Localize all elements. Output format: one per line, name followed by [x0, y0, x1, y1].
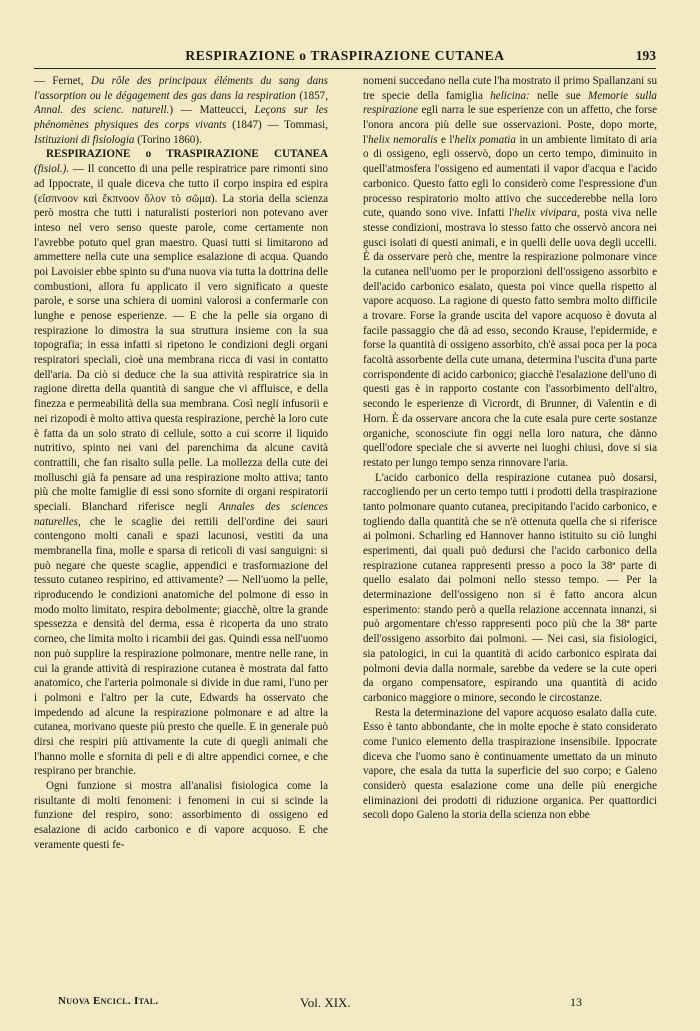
reference-text: (1847) — Tommasi,	[232, 119, 328, 132]
footer-signature: 13	[570, 995, 582, 1009]
left-column	[34, 74, 328, 989]
italic-term: helicina:	[490, 89, 530, 102]
header-rule	[34, 68, 656, 69]
footer-volume: Vol. XIX.	[300, 995, 351, 1010]
italic-title: Memorie sulla respirazione	[363, 89, 657, 117]
body-paragraph: L'acido carbonico della respirazione cutanea può dosarsi, raccogliendo per un certo tempo tutti i prodotti della traspirazione tanto polmonare quanto cutanea, precipitando l'acido carbonico, e togliendo dalla quantità che se n'è ottenuta quella che si riferisce ai polmoni. Scharling ed Hannover hanno istituito su ciò lunghi esperimenti, dai quali può dedursi che l'acido carbonico della respirazione cutanea rappresenti presso a poco la 38ª parte di quello esalato dai polmoni nello stesso tempo. — Per la determinazione dell'ossigeno non si è fatto ancora alcun esperimento: stando però a quella relazione accennata innanzi, si può argomentare ch'esso rappresenti poco più che la 38ª parte dell'ossigeno assorbito dai polmoni. — Nei casi, sia fisiologici, sia patologici, in cui la quantità di acido carbonico espirata dai polmoni devia dalla normale, sarebbe da vedere se la cute operi da organo compensatore, espirando una quantità di acido carbonico maggiore o minore, secondo le circostanze.	[363, 471, 657, 704]
running-header	[34, 48, 656, 68]
body-paragraph: Ogni funzione si mostra all'analisi fisiologica come la risultante di molti fenomeni: i fenomeni in cui si scinde la funzione del respiro, sono: assorbimento di ossigeno ed esalazione di acido carbonico e di vapore acquoso. E che veramente questi fe-	[34, 780, 328, 851]
footer-publication: Nuova Encicl. Ital.	[58, 995, 159, 1007]
body-text: in un ambiente limitato di aria o di ossigeno, egli osservò, dopo un certo tempo, diminuito in quell'atmosfera l'ossigeno ed aumentati il vapor d'acqua e l'acido carbonico. Questo fatto egli lo considerò come l'espressione d'un processo respiratorio molto attivo che succederebbe nella loro cute, quando sono vive. Infatti l'	[363, 133, 657, 220]
running-title: RESPIRAZIONE o TRASPIRAZIONE CUTANEA	[185, 48, 505, 63]
body-paragraph: Resta la determinazione del vapore acquoso esalato dalla cute. Esso è tanto abbondante, che in molte epoche è stato considerato come l'unico elemento della traspirazione insensibile. Ippocrate diceva che l'uomo sano è continuamente umettato da un minuto vapore, che esala da tutta la superficie del suo corpo; e Galeno considerò questa esalazione come una delle più energiche eliminazioni dei prodotti di riduzione organica. Per quattordici secoli dopo Galeno la storia della scienza non ebbe	[363, 706, 657, 822]
reference-text: — Fernet,	[34, 75, 84, 87]
italic-term: helix vivipara	[513, 207, 577, 220]
reference-title: Du rôle des principaux éléments du sang dans l'assorption ou le dégagement des gas dans la respiration	[34, 75, 328, 102]
reference-title: Istituzioni di fisiologia	[34, 133, 135, 146]
reference-journal: Annal. des scienc. naturell.	[34, 104, 170, 117]
italic-term: helix nemoralis	[368, 133, 438, 146]
entry-qualifier: (fisiol.).	[34, 163, 70, 176]
entry-paragraph	[34, 147, 328, 779]
journal-title: Annales des sciences naturelles	[34, 500, 328, 528]
references-paragraph	[34, 74, 328, 147]
reference-text: (1857,	[299, 89, 328, 102]
body-text: egli narra le sue esperienze con un affetto, che forse l'onora ancora più delle sue osservazioni. Poste, dopo morte, l'	[363, 104, 657, 146]
body-text: , che le scaglie dei rettili dell'ordine dei sauri contengono molti canali e spazi lacunosi, vestiti da una membranella fina, molle e sparsa di reticoli di vasi sanguigni: si può negare che queste scaglie, appendici e trasformazione del tessuto cutaneo respirino, ed attivamente? — Nell'uomo la pelle, riproducendo le condizioni anatomiche del polmone di esso in modo molto limitato, respira debolmente; giacchè, oltre la grande spessezza e densità del derma, essa è ricoperta da uno strato corneo, che limita molto i ricambii dei gas. Quindi essa nell'uomo non può supplire la respirazione polmonare, mentre nelle rane, in cui la grande attività di respirazione cutanea è mostrata dal fatto anatomico, che l'arteria polmonale si divide in due rami, l'uno per i polmoni e l'altro per la cute, Edwards ha osservato che impedendo ad alcune la respirazione polmonare e ad altre la cutanea, morivano queste più presto che quelle. E in generale può dirsi che respiri più attivamente la cute di quegli animali che l'hanno molle e sfornita di peli e di altre appendici cornee, e che respirano per branchie.	[34, 515, 328, 778]
body-text: e l'	[441, 133, 455, 146]
body-text: , posta viva nelle stesse condizioni, mostrava lo stesso fatto che osservò ancora nei gusci isolati di questi animali, e in quelli delle uova degli uccelli. È da osservare però che, mentre la respirazione polmonare vince la cutanea nell'uomo per le proporzioni dell'ossigeno assorbito e dell'acido carbonico esalato, questa poi vince quella rispetto al vapore acquoso. La ragione di questo fatto sembra molto difficile a trovare. Forse la grande uscita del vapore acquoso è dovuta al facile passaggio che dà ad esso, secondo Krause, l'epidermide, e forse la quantità di ossigeno assorbito, ch'è assai poca per la poca facoltà assorbente della cute umana, determina l'uscita d'una parte corrispondente di acido carbonico; giacchè l'esalazione dell'uno di questi gas è in rapporto costante con l'assorbimento dell'altro, secondo le esperienze di Vicrordt, di Brunner, di Valentin e di Horn. È da osservare ancora che la cute esala pure certe sostanze organiche, sconosciute fin oggi nella loro natura, che dànno quell'odore speciale che si avverte nei luoghi chiusi, dove si sia restato per lungo tempo senza rinnovare l'aria.	[363, 207, 657, 469]
entry-heading: RESPIRAZIONE o TRASPIRAZIONE CUTANEA	[46, 148, 328, 161]
page-number: 193	[635, 48, 656, 63]
page-footer	[34, 995, 656, 1011]
body-text: — Il concetto di una pelle respiratrice pare rimonti sino ad Ippocrate, il quale diceva che tutto il corpo inspira ed espira (εἴσπνοον καὶ ἔκπνοον ὅλον τὸ σῶμα). La storia della scienza però mostra che tutti i naturalisti posteriori non potevano aver inteso nel vero senso queste parole, come certamente non l'avrebbe potuto quel gran maestro. Quasi tutti si limitarono ad ammettere nella cute una semplice esalazione di acqua. Quando poi Lavoisier ebbe spinto su d'una nuova via tutta la dottrina delle combustioni, allora fu applicato il vero significato a queste parole, e sorse una schiera di uomini valorosi a confermarle con lunghe e penose esperienze. — E che la pelle sia organo di respirazione lo dimostra la sua struttura insieme con la sua topografia; in essa infatti si ripetono le condizioni degli organi respiratori speciali, cioè una membrana ricca di vasi in contatto dell'aria. Da ciò si deduce che la sua attività respiratrice sia in ragione diretta della quantità di sangue che vi affluisce, e della finezza e permeabilità della sua membrana. Così negli infusorii e nei rizopodi è molto attiva questa respirazione, perchè la loro cute è fatta da un solo strato di cellule, sotto a cui scorre il liquido nutritivo, spinto nei vani del parenchima da alcune cavità contrattili, che fan risalto sulla pelle. La mollezza della cute dei molluschi già fa pensare ad una respirazione molto attiva; tanto più che molte famiglie di essi sono sfornite di organi respiratorii speciali. Blanchard riferisce negli	[34, 163, 328, 513]
italic-term: helix pomatia	[454, 133, 516, 146]
reference-title: Leçons sur les phénomènes physiques des corps vivants	[34, 104, 328, 132]
body-text: nelle sue	[537, 89, 581, 102]
reference-text: ) — Matteucci,	[169, 104, 247, 117]
right-column	[363, 74, 657, 989]
body-paragraph	[363, 74, 657, 471]
reference-text: (Torino 1860).	[137, 133, 202, 146]
body-text: nomeni succedano nella cute l'ha mostrato il primo Spallanzani su tre specie della famiglia	[363, 75, 657, 102]
